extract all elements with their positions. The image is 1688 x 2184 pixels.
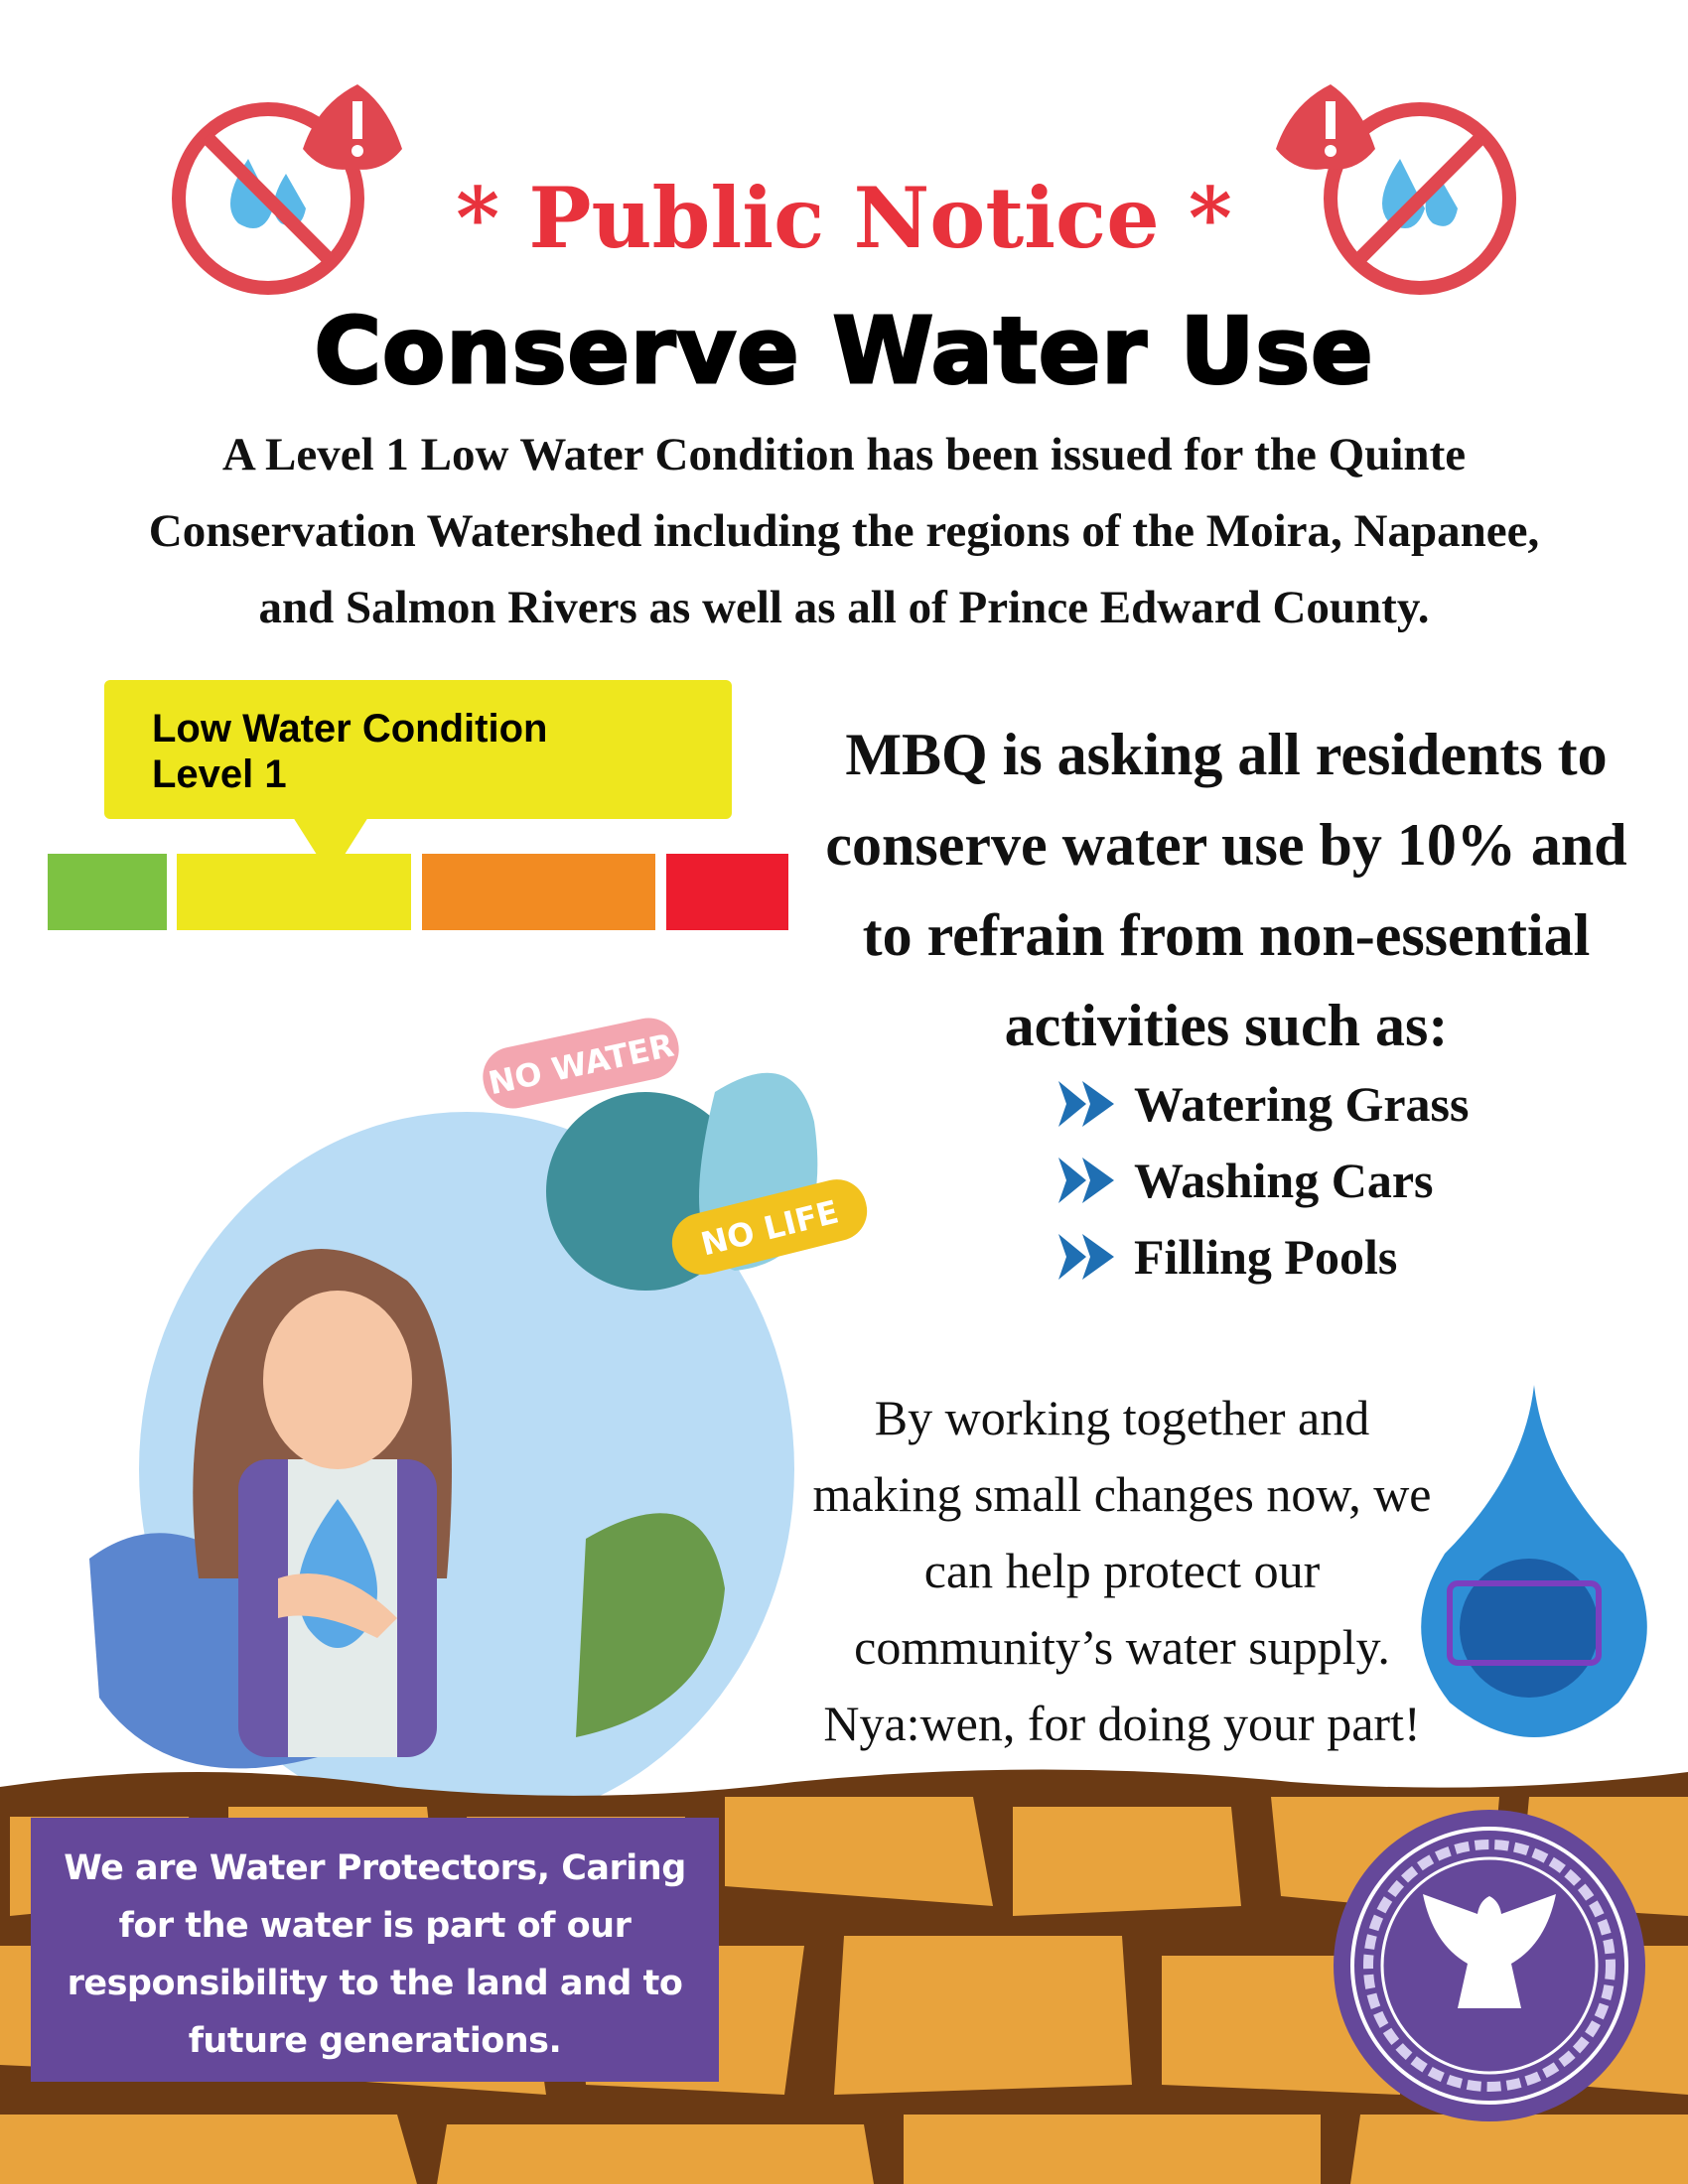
level-bar-orange	[422, 854, 655, 930]
request-text	[794, 710, 1658, 1071]
level-bar-red	[666, 854, 788, 930]
closing-line: making small changes now, we	[812, 1466, 1432, 1522]
condition-label: Low Water Condition	[152, 707, 548, 751]
double-chevron-icon	[1058, 1234, 1116, 1280]
intro-line: and Salmon Rivers as well as all of Prince Edward County.	[258, 582, 1430, 633]
level-bar-green	[48, 854, 167, 930]
banner-line: responsibility to the land and to	[67, 1964, 683, 2003]
banner-line: future generations.	[188, 2021, 562, 2061]
closing-line: Nya:wen, for doing your part!	[823, 1696, 1421, 1751]
water-drop-globe-icon	[1420, 1385, 1648, 1742]
public-notice-heading: * Public Notice *	[456, 169, 1232, 267]
banner-line: We are Water Protectors, Caring	[64, 1848, 686, 1888]
closing-line: can help protect our	[923, 1543, 1321, 1598]
activity-item	[1058, 1228, 1397, 1286]
svg-text:NO WATER: NO WATER	[485, 1025, 677, 1103]
activity-label: Watering Grass	[1134, 1076, 1470, 1132]
condition-level: Level 1	[152, 752, 287, 796]
activity-item	[1058, 1152, 1433, 1209]
request-line: MBQ is asking all residents to	[845, 722, 1608, 787]
closing-line: By working together and	[874, 1390, 1370, 1445]
request-line: conserve water use by 10% and	[825, 812, 1627, 878]
activity-label: Washing Cars	[1134, 1153, 1434, 1208]
intro-line: Conservation Watershed including the regions of the Moira, Napanee,	[148, 505, 1540, 557]
page-title: Conserve Water Use	[314, 298, 1374, 404]
condition-callout	[104, 680, 732, 819]
level-bar-yellow-active	[177, 854, 411, 930]
double-chevron-icon	[1058, 1081, 1116, 1127]
water-protectors-banner	[31, 1818, 719, 2082]
closing-message	[755, 1380, 1489, 1762]
banner-line: for the water is part of our	[118, 1906, 632, 1946]
double-chevron-icon	[1058, 1158, 1116, 1203]
closing-line: community’s water supply.	[854, 1619, 1390, 1675]
activity-label: Filling Pools	[1134, 1229, 1398, 1285]
mbq-eagle-seal-logo	[1331, 1807, 1648, 2124]
intro-paragraph	[30, 417, 1658, 646]
water-protector-illustration	[30, 943, 874, 1817]
request-line: activities such as:	[1004, 993, 1449, 1058]
request-line: to refrain from non-essential	[862, 902, 1591, 968]
activity-item	[1058, 1075, 1469, 1133]
intro-line: A Level 1 Low Water Condition has been issued for the Quinte	[221, 429, 1467, 480]
svg-text:NO LIFE: NO LIFE	[697, 1192, 843, 1264]
